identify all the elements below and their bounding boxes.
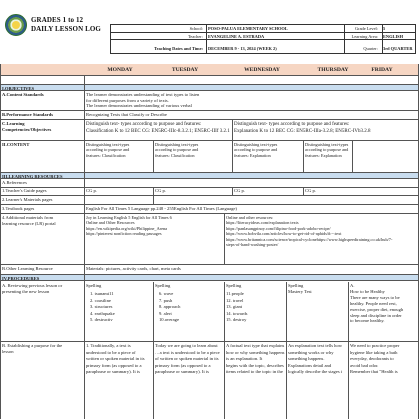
- additional-materials-left: Joy in Learning English 5 English for All Times 6 Online and Other Resources https://en.wikipedia.org/wiki/Philippine_Arena https://pinterest nonfiction reading passages: [86, 215, 172, 237]
- purpose-tuesday: Today we are going to learn about …a text is understood to be a piece of written or spoken material in its primary form (as opposed to a paraphrase or summary). It is: [155, 343, 220, 375]
- learners-materials-label: 2.Learner's Materials pages: [2, 197, 53, 202]
- competencies-explanation: Distinguish text- types according to purpose and features: Explanation K to 12 BEC CG: EN5RC-IIIa-3.2.8; EN5RC-IVb3.2.8: [234, 122, 371, 134]
- teachers-guide-monday: CG p.: [86, 188, 97, 193]
- dates-label: Teaching Dates and Time:: [154, 46, 203, 51]
- day-tuesday: TUESDAY: [171, 67, 199, 73]
- content-label: II.CONTENT: [2, 142, 30, 147]
- section-learning-resources-label: III.LEARNING RESOURCES: [2, 174, 63, 179]
- school-label: School:: [189, 26, 203, 31]
- textbook-text: English For All Times 5 Language pp.248 - 255English For All Times (Language): [86, 206, 237, 211]
- reviewing-tuesday-head: Spelling: [155, 283, 171, 288]
- teachers-guide-thursday: CG p.: [305, 188, 316, 193]
- teacher-value: EVANGELINE A. ESTRADA: [208, 33, 265, 39]
- teachers-guide-label: 1.Teacher's Guide pages: [2, 188, 47, 193]
- deped-seal-icon: [5, 14, 27, 36]
- title-line-1: GRADES 1 to 12: [31, 16, 84, 24]
- title-line-2: DAILY LESSON LOG: [31, 25, 101, 33]
- section-learning-resources: [0, 172, 419, 179]
- purpose-wednesday: A factual text type that explains how or why something happens is an explanation. It begins with the topic, describes items related to the topic in the: [226, 343, 285, 375]
- content-standards-text: The learner demonstrates understanding of text types to listen for different purposes from a variety of texts. The learner demonstrates understanding of various verbal: [86, 92, 200, 109]
- additional-materials-label: 4.Additional materials from learning resource (LR) portal: [2, 215, 56, 226]
- document-header: [0, 0, 419, 70]
- purpose-thursday: An explanation text tells how something works or why something happens. Explanations detail and logically describe the stages i: [288, 343, 343, 375]
- purpose-monday: 1. Traditionally, a text is understood to be a piece of written or spoken material in its primary form (as opposed to a paraphrase or summary). It is: [86, 343, 145, 375]
- other-resources-label: B.Other Learning Resource: [2, 266, 53, 271]
- quarter-label: Quarter:: [363, 46, 378, 51]
- reviewing-monday-list: 1. tsunami11 2. coastline 3. structures 4. earthquake 5. destructiv: [90, 291, 115, 323]
- purpose-friday: We need to practice proper hygiene like taking a bath everyday, deodorants to avoid bad odor. Remember that "Health is: [350, 343, 400, 375]
- content-monday: Distinguishing text-types according to purpose and features: Classification: [86, 142, 130, 158]
- content-thursday: Distinguishing text-types according to purpose and features: Explanation: [305, 142, 349, 158]
- reviewing-thursday: Spelling Mastery Test: [288, 283, 312, 294]
- competencies-label: C.Learning Competencies/Objectives: [2, 121, 52, 132]
- additional-materials-right: Online and other resources: https://literacyideas.com/explanation texts https://panlasangpinoy.com/filipino-food-pork-adobo-recipe/ https://www.bobvila.com/articles/how-to-get-rid-of-aphids/#:~:text https://www.britannica.com/science/tropical-cyclonehttps://www.highspeedtraining.co.uk/hub/7- steps-of-hand-washing-poster/: [226, 215, 393, 248]
- performance-standards-label: B.Performance Standards: [2, 112, 54, 117]
- area-value: ENGLISH: [383, 33, 404, 39]
- teachers-guide-wednesday: CG p.: [234, 188, 245, 193]
- reviewing-label: A. Reviewing previous lesson or presenting the new lesson: [2, 283, 63, 294]
- content-standards-label: A.Content Standards: [2, 92, 44, 97]
- other-resources-text: Materials: pictures, activity cards, chart, meta cards: [86, 266, 181, 271]
- grade-label: Grade Level:: [354, 26, 378, 31]
- reviewing-wednesday-list: 11.people 12. travel 13. giant 14. towards 15. destroy: [226, 291, 248, 323]
- dates-value: DECEMBER 9 - 13, 2024 (WEEK 2): [208, 46, 277, 51]
- textbook-label: 3.Textbook pages: [2, 206, 35, 211]
- purpose-label: B. Establishing a purpose for the lesson: [2, 343, 63, 354]
- day-thursday: THURSDAY: [317, 67, 349, 73]
- grade-value: 5: [383, 26, 386, 31]
- reviewing-friday: A. How to be Healthy There are many ways to be healthy. People need rest, exercise, proper diet, enough sleep and discipline in order to become healthy.: [350, 283, 404, 324]
- references-label: A.References: [2, 180, 27, 185]
- teacher-label: Teacher:: [187, 33, 203, 39]
- teachers-guide-tuesday: CG p.: [155, 188, 166, 193]
- day-monday: MONDAY: [107, 67, 133, 73]
- section-procedures: [0, 274, 419, 281]
- section-objectives-label: I.OBJECTIVES: [2, 86, 35, 91]
- section-procedures-label: IV.PROCEDURES: [2, 276, 40, 281]
- content-wednesday: Distinguishing text-types according to purpose and features: Explanation: [234, 142, 278, 158]
- reviewing-monday-head: Spelling: [86, 283, 102, 288]
- area-label: Learning Area:: [351, 33, 378, 39]
- document-title: [31, 16, 101, 34]
- day-wednesday: WEDNESDAY: [244, 67, 280, 73]
- day-friday: FRIDAY: [371, 67, 393, 73]
- quarter-value: 3rd QUARTER: [383, 46, 413, 51]
- section-objectives: [0, 84, 419, 91]
- school-value: POSO-PALUA ELEMENTARY SCHOOL: [208, 26, 288, 31]
- reviewing-tuesday-list: 6. wave 7. push 8. approach 9. alert 10.average: [159, 291, 181, 323]
- competencies-classification: Distinguish text- types according to purpose and features: Classification K to 12 BEC CG: EN5RC-IIIc-8.3.2.1; EN5RC-IIIf 3.2.1: [86, 122, 230, 134]
- reviewing-wednesday-head: Spelling: [226, 283, 242, 288]
- performance-standards-text: Recognizing Texts that Classify or Describe: [86, 112, 167, 117]
- content-tuesday: Distinguishing text-types according to purpose and features: Classification: [155, 142, 199, 158]
